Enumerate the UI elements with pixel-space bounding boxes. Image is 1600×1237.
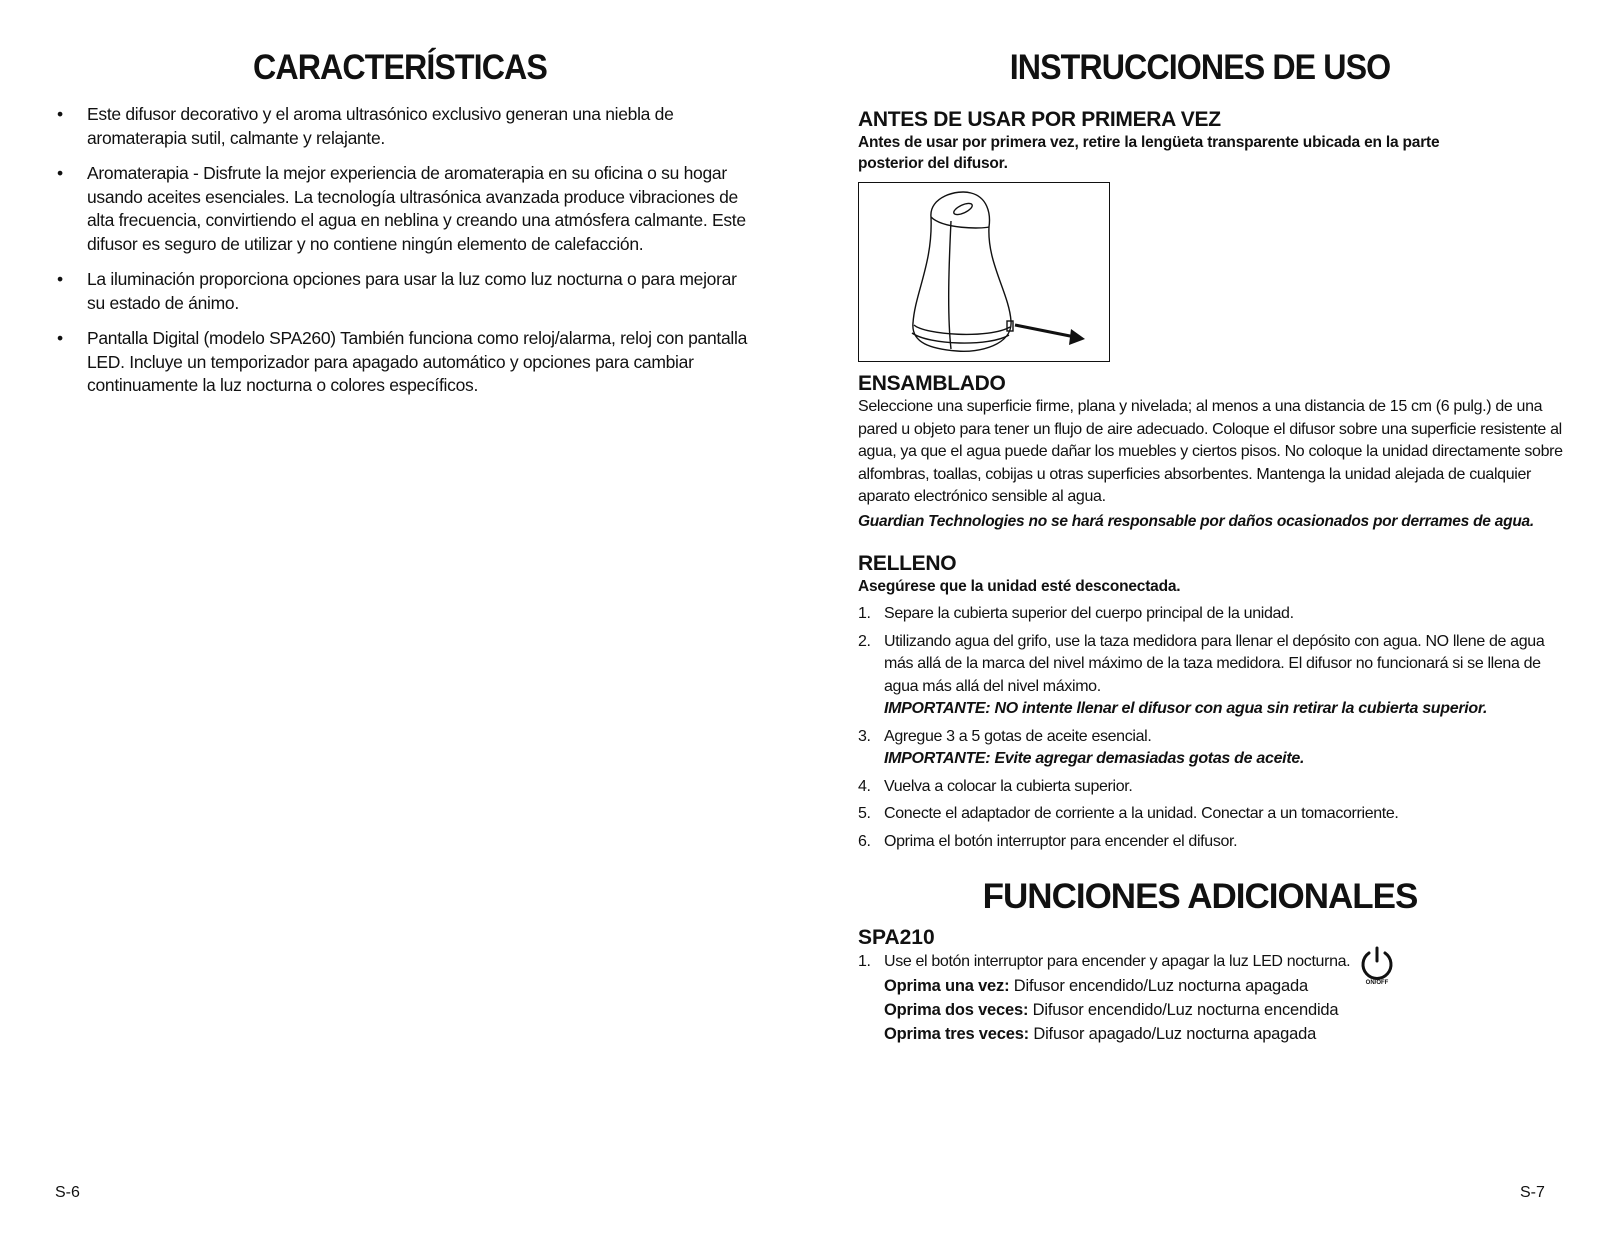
section-subheading: Asegúrese que la unidad esté desconectada.: [858, 578, 1181, 595]
list-item: [55, 103, 755, 150]
step-text: Use el botón interruptor para encender y apagar la luz LED nocturna.: [884, 953, 1351, 970]
list-item: [55, 162, 755, 256]
step-number: 6.: [858, 832, 871, 850]
option-value: Difusor encendido/Luz nocturna apagada: [1013, 977, 1308, 995]
section-before-first-use: [858, 108, 1563, 174]
disclaimer: Guardian Technologies no se hará responsable por daños ocasionados por derrames de agua.: [858, 512, 1534, 530]
bullet-icon: •: [57, 104, 63, 124]
list-item-text: Este difusor decorativo y el aroma ultrasónico exclusivo generan una niebla de aromaterapia sutil, calmante y relajante.: [87, 104, 674, 148]
list-item: [858, 726, 1563, 771]
list-item: [858, 831, 1563, 854]
list-item: [858, 631, 1563, 721]
page-number: S-7: [1520, 1184, 1545, 1201]
step-number: 2.: [858, 632, 871, 650]
step-text: Agregue 3 a 5 gotas de aceite esencial.: [884, 727, 1152, 745]
refill-steps: [858, 603, 1563, 853]
step-number: 3.: [858, 727, 871, 745]
list-item: [858, 603, 1563, 626]
section-heading: ANTES DE USAR POR PRIMERA VEZ: [858, 108, 1221, 131]
list-item: [55, 327, 755, 398]
step-text: Separe la cubierta superior del cuerpo principal de la unidad.: [884, 605, 1294, 622]
section-assembly: [858, 372, 1563, 533]
list-item-text: Aromaterapia - Disfrute la mejor experiencia de aromaterapia en su oficina o su hogar usando aceites esenciales. La tecnología ultrasónica avanzada produce vibraciones de alta frecuencia, convirtiendo el agua en neblina y creando una atmósfera calmante. Este difusor es seguro de utilizar y no contiene ningún elemento de calefacción.: [87, 163, 746, 254]
page-title: INSTRUCCIONES DE USO: [1009, 48, 1391, 87]
section-refill: [858, 552, 1563, 858]
arrow-icon: [1015, 325, 1085, 345]
section-title: FUNCIONES ADICIONALES: [982, 877, 1418, 916]
power-icon: [1357, 946, 1397, 980]
power-label: ON/OFF: [1365, 980, 1389, 986]
list-item: [858, 950, 1563, 974]
important-note: IMPORTANTE: Evite agregar demasiadas gotas de aceite.: [884, 750, 1305, 767]
page-title: CARACTERÍSTICAS: [253, 48, 547, 87]
bullet-icon: •: [57, 269, 63, 289]
diffuser-figure: [858, 182, 1110, 362]
bullet-icon: •: [57, 163, 63, 183]
option-label: Oprima dos veces:: [884, 1001, 1029, 1019]
bullet-icon: •: [57, 328, 63, 348]
step-text: Vuelva a colocar la cubierta superior.: [884, 777, 1133, 795]
step-number: 1.: [858, 953, 871, 970]
section-heading: ENSAMBLADO: [858, 372, 1006, 395]
step-text: Utilizando agua del grifo, use la taza medidora para llenar el depósito con agua. NO llene de agua más allá de la marca del nivel máximo de la taza medidora. El difusor no funcionará si se llena de agua más allá del nivel máximo.: [884, 632, 1545, 695]
press-option: [858, 974, 1563, 998]
list-item: [858, 776, 1563, 799]
power-button-figure: [1357, 946, 1397, 990]
section-spa210: [858, 926, 1563, 1046]
list-item: [55, 268, 755, 315]
important-note: IMPORTANTE: NO intente llenar el difusor con agua sin retirar la cubierta superior.: [884, 700, 1488, 717]
list-item-text: Pantalla Digital (modelo SPA260) También funciona como reloj/alarma, reloj con pantalla LED. Incluye un temporizador para apagado automático y opciones para cambiar continuamente la luz nocturna o colores específicos.: [87, 328, 748, 395]
section-heading: SPA210: [858, 926, 935, 949]
list-item: [858, 803, 1563, 826]
step-text: Conecte el adaptador de corriente a la unidad. Conectar a un tomacorriente.: [884, 805, 1399, 822]
press-option: [858, 998, 1563, 1022]
step-number: 1.: [858, 605, 871, 622]
section-text: Seleccione una superficie firme, plana y nivelada; al menos a una distancia de 15 cm (6 pulg.) de una pared u objeto para tener un flujo de aire adecuado. Coloque el difusor sobre una superficie resistente al agua, ya que el agua puede dañar los muebles y ciertos pisos. No coloque la unidad directamente sobre alfombras, toallas, cobijas u otras superficies absorbentes. Mantenga la unidad alejada de cualquier aparato electrónico sensible al agua.: [858, 398, 1563, 505]
section-heading: RELLENO: [858, 552, 957, 575]
option-label: Oprima una vez:: [884, 977, 1010, 995]
press-option: [858, 1022, 1563, 1046]
section-text: Antes de usar por primera vez, retire la lengüeta transparente ubicada en la parte posterior del difusor.: [858, 134, 1440, 172]
list-item-text: La iluminación proporciona opciones para usar la luz como luz nocturna o para mejorar su estado de ánimo.: [87, 269, 737, 313]
features-list: [55, 103, 755, 410]
page-number: S-6: [55, 1184, 80, 1201]
step-number: 4.: [858, 777, 871, 795]
step-number: 5.: [858, 805, 871, 822]
option-label: Oprima tres veces:: [884, 1025, 1029, 1043]
option-value: Difusor encendido/Luz nocturna encendida: [1032, 1001, 1339, 1019]
step-text: Oprima el botón interruptor para encender el difusor.: [884, 832, 1238, 850]
diffuser-illustration: [859, 183, 1109, 361]
option-value: Difusor apagado/Luz nocturna apagada: [1033, 1025, 1317, 1043]
